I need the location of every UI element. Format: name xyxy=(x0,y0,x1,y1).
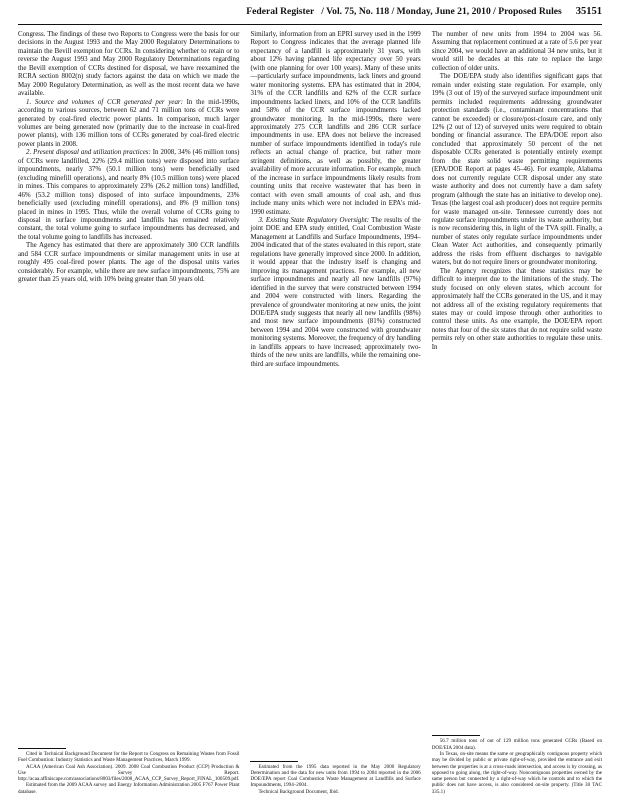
footnote: In Texas, on-site means the same or geographically contiguous property which may be divided by public or private right-of-way, provided the entrance and exit between the properties is at a cross-roads intersection, and access is by crossing, as opposed to going along, the right-of-way. Noncontiguous properties owned by the same person but connected by a right-of-way which he controls and to which the public does not have access, is also considered on-site property. (Title 30 TAC 335.1) xyxy=(431,750,603,795)
page-header xyxy=(18,6,602,25)
footnote: 56.7 million tons of out of 129 million tons generated CCRs (Based on DOE/EIA 2004 data). xyxy=(431,738,603,751)
body-paragraph: The Agency recognizes that these statistics may be difficult to interpret due to the limitations of the study. The study focused on only eleven states, which account for approximately half the CCRs generated in the US, and it may not address all of the existing regulatory requirements that states may or could impose through other authorities to control these units. As one example, the DOE/EPA report notes that four of the six states that do not require solid waste permits rely on other state authorities to regulate these units. In xyxy=(431,267,603,351)
body-paragraph xyxy=(18,99,239,150)
column-left xyxy=(18,31,239,795)
body-paragraph: The DOE/EPA study also identifies significant gaps that remain under existing state regulation. For example, only 19% (3 out of 19) of the surveyed surface impoundment unit permits included requirements addressing groundwater protection standards (i.e., contaminant concentrations that cannot be exceeded) or closure/post-closure care, and only 12% (2 out of 12) of surveyed units were required to obtain bonding or financial assurance. The EPA/DOE report also concluded that approximately 50 percent of the net disposable CCRs generated is potentially entirely exempt from the state solid waste permitting requirements (EPA/DOE Report at pages 45–46). For example, Alabama does not currently regulate CCR disposal under any state waste authority and does not currently have a dam safety program (although the state has an initiative to develop one). Texas (the largest coal ash producer) does not require permits for waste managed on-site. Tennessee currently does not regulate surface impoundments under its waste authority, but is now reconsidering this, in light of the TVA spill. Finally, a number of states only regulate surface impoundments under Clean Water Act authorities, and consequently primarily address the risks from effluent discharges to navigable waters, but do not require liners or groundwater monitoring. xyxy=(431,73,603,267)
column-middle xyxy=(250,31,420,795)
footnote-rule xyxy=(250,761,298,762)
footnotes xyxy=(250,757,420,795)
issue-info: / Vol. 75, No. 118 / Monday, June 21, 2010 / Proposed Rules xyxy=(321,6,562,17)
section-subheading: 1. Source and volumes of CCR generated per year: xyxy=(26,98,183,106)
journal-title: Federal Register xyxy=(246,6,315,17)
footnotes xyxy=(432,731,602,795)
footnote: Technical Background Document, Ibid. xyxy=(258,788,339,795)
footnotes xyxy=(18,744,239,795)
footnote: ACAA (American Coal Ash Association). 2009. 2008 Coal Combustion Product (CCP) Production & Use Survey Report. http://acaa.affiniscape.com/associations/8003/files/2008_ACAA_CCP_Survey_Report_FINAL_100509.pdf. xyxy=(18,763,240,783)
section-subheading: 2. Present disposal and utilization practices: xyxy=(26,149,151,157)
body-paragraph: Congress. The findings of these two Reports to Congress were the basis for our decisions in the August 1993 and the May 2000 Regulatory Determinations to maintain the Bevill exemption for CCRs. In considering whether to retain or to reverse the August 1993 and May 2000 Regulatory Determinations regarding the Bevill exemption of CCRs destined for disposal, we have reexamined the RCRA section 8002(n) study factors against the data on which we made the May 2000 Regulatory Determination, as well as the most recent data we have available. xyxy=(18,31,240,98)
page-number: 35151 xyxy=(575,6,602,17)
footnote: Estimated from the 1995 data reported in the May 2000 Regulatory Determination and the data for new units from 1994 to 2004 reported in the 2006 DOE/EPA report Coal Combustion Waste Management at Landfills and Surface Impoundments, 1994–2004. xyxy=(250,763,421,789)
paragraph-text: The results of the joint DOE and EPA study entitled, Coal Combustion Waste Management at Landfills and Surface Impoundments, 1994–2004 indicated that of the states evaluated in this report, state regulations have generally improved since 2000. In addition, it would appear that the industry itself is changing and improving its management practices. For example, all new surface impoundments and nearly all new landfills (97%) identified in the survey that were constructed between 1994 and 2004 were constructed with liners. Regarding the prevalence of groundwater monitoring at new units, the joint DOE/EPA study suggests that nearly all new landfills (98%) and most new surface impoundments (81%) constructed between 1994 and 2004 were constructed with groundwater monitoring systems. Moreover, the frequency of dry handling in landfills appears to have increased; approximately two-thirds of the new units are landfills, while the remaining one-third are surface impoundments. xyxy=(250,216,421,368)
column-right xyxy=(432,31,602,795)
paragraph-text: In the mid-1990s, according to various sources, between 62 and 71 million tons of CCRs were generated by coal-fired electric power plants. In comparison, much larger volumes are being generated now (primarily due to the increase in coal-fired power plants), with 136 million tons of CCRs generated by coal-fired electric power plants in 2008. xyxy=(18,98,240,148)
footnote-rule xyxy=(432,735,480,736)
body-paragraph xyxy=(18,149,239,242)
body-paragraph xyxy=(250,217,420,369)
footnote: Estimated from the 2009 ACAA survey and Energy Information Administration 2005 F767 Power Plant database. xyxy=(18,782,240,795)
paragraph-text: In 2008, 34% (46 million tons) of CCRs were landfilled, 22% (29.4 million tons) were disposed into surface impoundments, nearly 37% (50.1 million tons) were beneficially used (excluding minefill operations), and nearly 8% (10.5 million tons) were placed in mines. This compares to approximately 23% (26.2 million tons) landfilled, 46% (53.2 million tons) disposed of into surface impoundments, 23% beneficially used (excluding minefill operations), and 8% (9 million tons) placed in mines in 1995. Thus, while the overall volume of CCRs going to disposal in surface impoundments and landfills has remained relatively constant, the total volume going to surface impoundments has decreased, and the total volume going to landfills has increased. xyxy=(18,149,240,241)
body-paragraph: Similarly, information from an EPRI survey used in the 1999 Report to Congress indicates that the average planned life expectancy of a landfill is approximately 31 years, with about 12% having planned life expectancy over 50 years (with one planning for over 100 years). Many of these units—particularly surface impoundments, lack liners and ground water monitoring systems. EPA has estimated that in 2004, 31% of the CCR landfills and 62% of the CCR surface impoundments lacked liners, and 10% of the CCR landfills and 58% of the CCR surface impoundments lacked groundwater monitoring. In the mid-1990s, there were approximately 275 CCR landfills and 286 CCR surface impoundments in use. EPA does not believe the increased number of surface impoundments identified in today's rule reflects an actual change of practice, but rather more stringent definitions, as well as possibly, the greater availability of more accurate information. For example, much of the increase in surface impoundments likely results from counting units that receive wastewater that has been in contact with even small amounts of coal ash, and thus include many units which were not included in EPA's mid-1990 estimate. xyxy=(250,31,421,216)
text-columns xyxy=(18,31,602,795)
footnote-rule xyxy=(18,748,66,749)
section-subheading: 3. Existing State Regulatory Oversight: xyxy=(258,216,370,224)
body-paragraph: The number of new units from 1994 to 2004 was 56. Assuming that replacement continued at a rate of 5.6 per year since 2004, we would have an additional 34 new units, but it would still be decades at this rate to replace the large collection of older units. xyxy=(431,31,603,72)
footnote: Cited in Technical Background Document for the Report to Congress on Remaining Wastes from Fossil Fuel Combustion: Industry Statistics and Waste Management Practices, March 1999. xyxy=(18,750,240,764)
body-paragraph: The Agency has estimated that there are approximately 300 CCR landfills and 584 CCR surface impoundments or similar management units in use at roughly 495 coal-fired power plants. The age of the disposal units varies considerably. For example, while there are new surface impoundments, 75% are greater than 25 years old, with 10% being greater than 50 years old. xyxy=(18,242,240,284)
